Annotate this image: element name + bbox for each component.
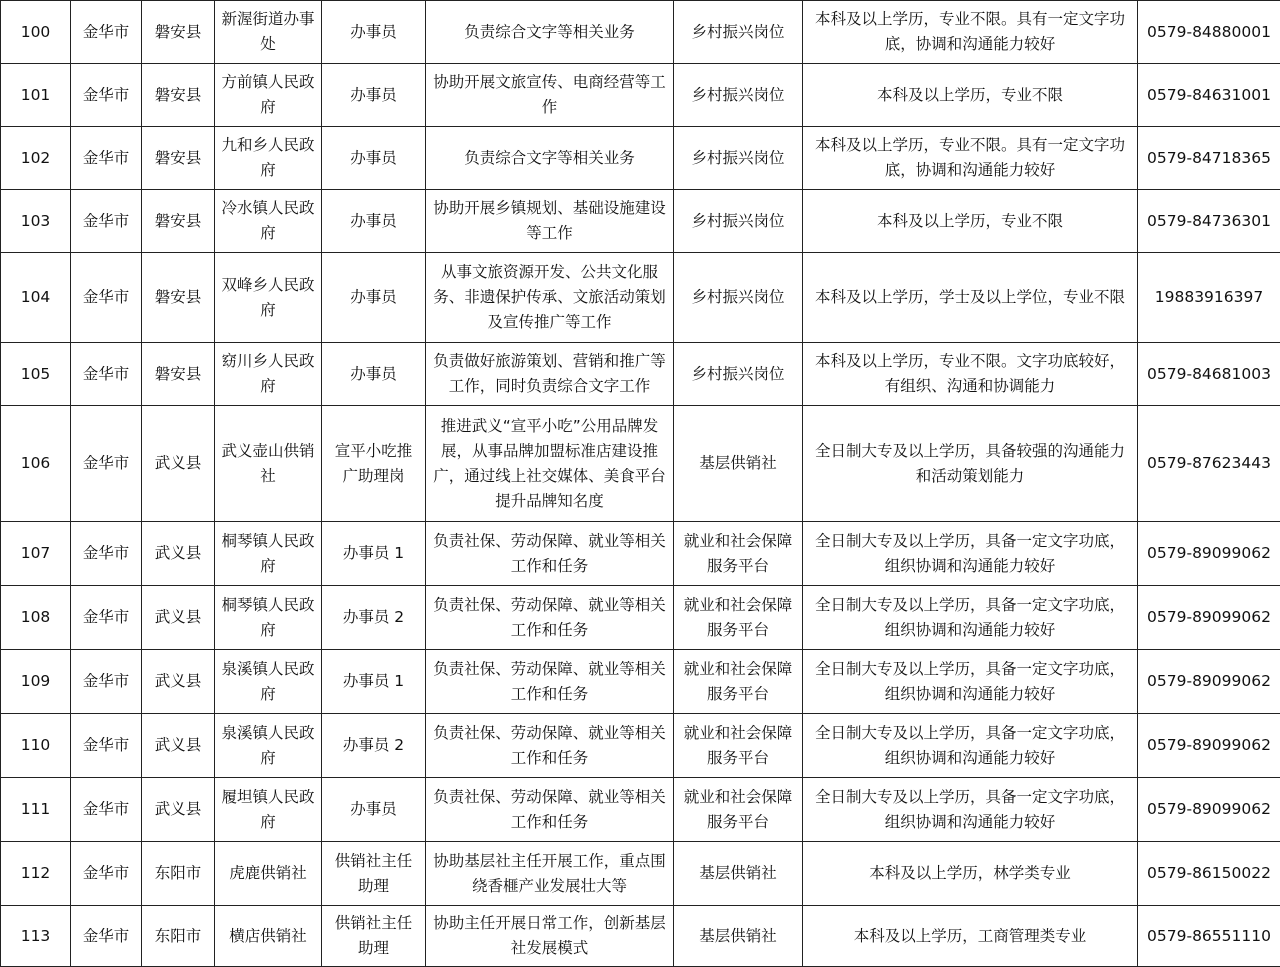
requirement-cell: 全日制大专及以上学历，具备一定文字功底，组织协调和沟通能力较好 bbox=[803, 778, 1138, 842]
row-number: 110 bbox=[1, 714, 71, 778]
city-cell: 金华市 bbox=[71, 778, 142, 842]
post-type-cell: 基层供销社 bbox=[674, 406, 803, 522]
post-cell: 办事员 bbox=[322, 127, 426, 190]
requirement-cell: 全日制大专及以上学历，具备一定文字功底，组织协调和沟通能力较好 bbox=[803, 522, 1138, 586]
unit-cell: 窈川乡人民政府 bbox=[215, 343, 322, 406]
county-cell: 武义县 bbox=[142, 522, 215, 586]
table-row bbox=[1, 190, 1280, 253]
unit-cell: 新渥街道办事处 bbox=[215, 1, 322, 64]
county-cell: 磐安县 bbox=[142, 190, 215, 253]
county-cell: 东阳市 bbox=[142, 906, 215, 967]
unit-cell: 双峰乡人民政府 bbox=[215, 253, 322, 343]
requirement-cell: 本科及以上学历，专业不限 bbox=[803, 64, 1138, 127]
duty-cell: 负责做好旅游策划、营销和推广等工作，同时负责综合文字工作 bbox=[426, 343, 674, 406]
unit-cell: 履坦镇人民政府 bbox=[215, 778, 322, 842]
post-type-cell: 乡村振兴岗位 bbox=[674, 64, 803, 127]
post-cell: 办事员 bbox=[322, 778, 426, 842]
post-cell: 办事员 bbox=[322, 190, 426, 253]
requirement-cell: 本科及以上学历，学士及以上学位，专业不限 bbox=[803, 253, 1138, 343]
city-cell: 金华市 bbox=[71, 127, 142, 190]
post-type-cell: 乡村振兴岗位 bbox=[674, 343, 803, 406]
city-cell: 金华市 bbox=[71, 842, 142, 906]
duty-cell: 协助主任开展日常工作，创新基层社发展模式 bbox=[426, 906, 674, 967]
row-number: 106 bbox=[1, 406, 71, 522]
post-type-cell: 乡村振兴岗位 bbox=[674, 190, 803, 253]
phone-cell: 0579-86150022 bbox=[1138, 842, 1280, 906]
duty-cell: 从事文旅资源开发、公共文化服务、非遗保护传承、文旅活动策划及宣传推广等工作 bbox=[426, 253, 674, 343]
county-cell: 磐安县 bbox=[142, 64, 215, 127]
city-cell: 金华市 bbox=[71, 64, 142, 127]
city-cell: 金华市 bbox=[71, 906, 142, 967]
city-cell: 金华市 bbox=[71, 522, 142, 586]
table-row bbox=[1, 1, 1280, 64]
table-row bbox=[1, 522, 1280, 586]
row-number: 107 bbox=[1, 522, 71, 586]
post-cell: 办事员 2 bbox=[322, 586, 426, 650]
county-cell: 磐安县 bbox=[142, 1, 215, 64]
county-cell: 武义县 bbox=[142, 650, 215, 714]
post-type-cell: 就业和社会保障服务平台 bbox=[674, 586, 803, 650]
row-number: 101 bbox=[1, 64, 71, 127]
table-row bbox=[1, 64, 1280, 127]
duty-cell: 负责社保、劳动保障、就业等相关工作和任务 bbox=[426, 778, 674, 842]
phone-cell: 0579-84880001 bbox=[1138, 1, 1280, 64]
requirement-cell: 全日制大专及以上学历，具备一定文字功底，组织协调和沟通能力较好 bbox=[803, 714, 1138, 778]
row-number: 112 bbox=[1, 842, 71, 906]
requirement-cell: 全日制大专及以上学历，具备较强的沟通能力和活动策划能力 bbox=[803, 406, 1138, 522]
phone-cell: 0579-84681003 bbox=[1138, 343, 1280, 406]
duty-cell: 协助开展文旅宣传、电商经营等工作 bbox=[426, 64, 674, 127]
table-row bbox=[1, 406, 1280, 522]
table-row bbox=[1, 842, 1280, 906]
post-type-cell: 乡村振兴岗位 bbox=[674, 127, 803, 190]
table-row bbox=[1, 778, 1280, 842]
unit-cell: 泉溪镇人民政府 bbox=[215, 650, 322, 714]
city-cell: 金华市 bbox=[71, 650, 142, 714]
post-cell: 办事员 1 bbox=[322, 650, 426, 714]
row-number: 103 bbox=[1, 190, 71, 253]
requirement-cell: 本科及以上学历，专业不限。具有一定文字功底，协调和沟通能力较好 bbox=[803, 127, 1138, 190]
unit-cell: 横店供销社 bbox=[215, 906, 322, 967]
unit-cell: 桐琴镇人民政府 bbox=[215, 586, 322, 650]
post-cell: 办事员 bbox=[322, 64, 426, 127]
city-cell: 金华市 bbox=[71, 343, 142, 406]
duty-cell: 负责社保、劳动保障、就业等相关工作和任务 bbox=[426, 586, 674, 650]
table-body bbox=[1, 1, 1280, 967]
requirement-cell: 本科及以上学历，专业不限。具有一定文字功底，协调和沟通能力较好 bbox=[803, 1, 1138, 64]
phone-cell: 0579-87623443 bbox=[1138, 406, 1280, 522]
post-type-cell: 乡村振兴岗位 bbox=[674, 253, 803, 343]
county-cell: 磐安县 bbox=[142, 127, 215, 190]
duty-cell: 推进武义“宣平小吃”公用品牌发展，从事品牌加盟标准店建设推广，通过线上社交媒体、美食平台提升品牌知名度 bbox=[426, 406, 674, 522]
phone-cell: 0579-89099062 bbox=[1138, 586, 1280, 650]
duty-cell: 协助基层社主任开展工作，重点围绕香榧产业发展壮大等 bbox=[426, 842, 674, 906]
row-number: 100 bbox=[1, 1, 71, 64]
unit-cell: 冷水镇人民政府 bbox=[215, 190, 322, 253]
row-number: 111 bbox=[1, 778, 71, 842]
requirement-cell: 全日制大专及以上学历，具备一定文字功底，组织协调和沟通能力较好 bbox=[803, 650, 1138, 714]
row-number: 102 bbox=[1, 127, 71, 190]
unit-cell: 桐琴镇人民政府 bbox=[215, 522, 322, 586]
duty-cell: 负责综合文字等相关业务 bbox=[426, 127, 674, 190]
city-cell: 金华市 bbox=[71, 586, 142, 650]
post-type-cell: 基层供销社 bbox=[674, 842, 803, 906]
unit-cell: 武义壶山供销社 bbox=[215, 406, 322, 522]
table-row bbox=[1, 650, 1280, 714]
post-cell: 办事员 1 bbox=[322, 522, 426, 586]
table-row bbox=[1, 253, 1280, 343]
post-type-cell: 乡村振兴岗位 bbox=[674, 1, 803, 64]
county-cell: 武义县 bbox=[142, 586, 215, 650]
row-number: 113 bbox=[1, 906, 71, 967]
phone-cell: 0579-86551110 bbox=[1138, 906, 1280, 967]
phone-cell: 0579-84736301 bbox=[1138, 190, 1280, 253]
city-cell: 金华市 bbox=[71, 253, 142, 343]
requirement-cell: 本科及以上学历，专业不限。文字功底较好，有组织、沟通和协调能力 bbox=[803, 343, 1138, 406]
post-type-cell: 就业和社会保障服务平台 bbox=[674, 778, 803, 842]
table-row bbox=[1, 714, 1280, 778]
phone-cell: 0579-84718365 bbox=[1138, 127, 1280, 190]
unit-cell: 泉溪镇人民政府 bbox=[215, 714, 322, 778]
post-type-cell: 就业和社会保障服务平台 bbox=[674, 650, 803, 714]
post-type-cell: 就业和社会保障服务平台 bbox=[674, 714, 803, 778]
duty-cell: 负责综合文字等相关业务 bbox=[426, 1, 674, 64]
county-cell: 磐安县 bbox=[142, 253, 215, 343]
post-cell: 办事员 2 bbox=[322, 714, 426, 778]
phone-cell: 0579-89099062 bbox=[1138, 650, 1280, 714]
phone-cell: 0579-89099062 bbox=[1138, 778, 1280, 842]
city-cell: 金华市 bbox=[71, 1, 142, 64]
requirement-cell: 本科及以上学历，林学类专业 bbox=[803, 842, 1138, 906]
post-cell: 办事员 bbox=[322, 1, 426, 64]
table-row bbox=[1, 586, 1280, 650]
duty-cell: 负责社保、劳动保障、就业等相关工作和任务 bbox=[426, 650, 674, 714]
unit-cell: 九和乡人民政府 bbox=[215, 127, 322, 190]
post-cell: 办事员 bbox=[322, 343, 426, 406]
table-row bbox=[1, 343, 1280, 406]
county-cell: 武义县 bbox=[142, 714, 215, 778]
phone-cell: 0579-89099062 bbox=[1138, 714, 1280, 778]
phone-cell: 0579-89099062 bbox=[1138, 522, 1280, 586]
county-cell: 磐安县 bbox=[142, 343, 215, 406]
post-type-cell: 基层供销社 bbox=[674, 906, 803, 967]
post-cell: 宣平小吃推广助理岗 bbox=[322, 406, 426, 522]
duty-cell: 负责社保、劳动保障、就业等相关工作和任务 bbox=[426, 714, 674, 778]
county-cell: 武义县 bbox=[142, 778, 215, 842]
duty-cell: 协助开展乡镇规划、基础设施建设等工作 bbox=[426, 190, 674, 253]
table-row bbox=[1, 906, 1280, 967]
requirement-cell: 本科及以上学历，工商管理类专业 bbox=[803, 906, 1138, 967]
post-cell: 供销社主任助理 bbox=[322, 842, 426, 906]
unit-cell: 虎鹿供销社 bbox=[215, 842, 322, 906]
post-cell: 供销社主任助理 bbox=[322, 906, 426, 967]
row-number: 108 bbox=[1, 586, 71, 650]
row-number: 104 bbox=[1, 253, 71, 343]
post-type-cell: 就业和社会保障服务平台 bbox=[674, 522, 803, 586]
table-row bbox=[1, 127, 1280, 190]
row-number: 109 bbox=[1, 650, 71, 714]
row-number: 105 bbox=[1, 343, 71, 406]
unit-cell: 方前镇人民政府 bbox=[215, 64, 322, 127]
requirement-cell: 本科及以上学历，专业不限 bbox=[803, 190, 1138, 253]
post-cell: 办事员 bbox=[322, 253, 426, 343]
phone-cell: 19883916397 bbox=[1138, 253, 1280, 343]
county-cell: 东阳市 bbox=[142, 842, 215, 906]
city-cell: 金华市 bbox=[71, 714, 142, 778]
city-cell: 金华市 bbox=[71, 406, 142, 522]
requirement-cell: 全日制大专及以上学历，具备一定文字功底，组织协调和沟通能力较好 bbox=[803, 586, 1138, 650]
county-cell: 武义县 bbox=[142, 406, 215, 522]
city-cell: 金华市 bbox=[71, 190, 142, 253]
duty-cell: 负责社保、劳动保障、就业等相关工作和任务 bbox=[426, 522, 674, 586]
phone-cell: 0579-84631001 bbox=[1138, 64, 1280, 127]
